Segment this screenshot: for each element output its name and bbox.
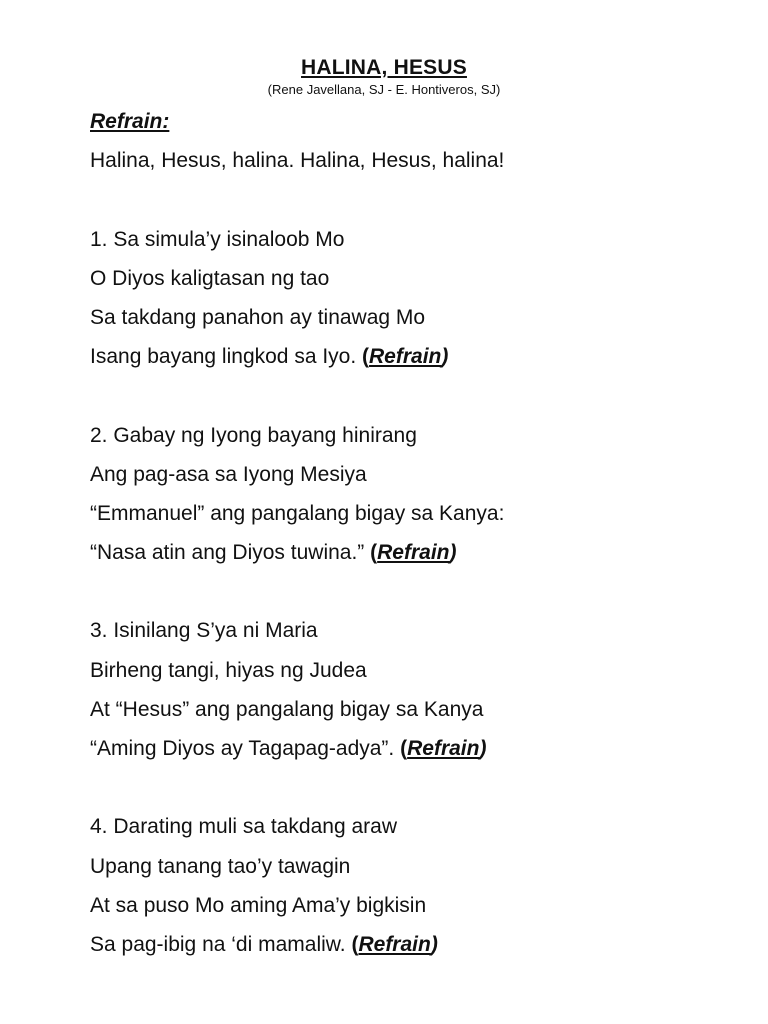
- song-credit: (Rene Javellana, SJ - E. Hontiveros, SJ): [267, 82, 501, 97]
- refrain-text: Halina, Hesus, halina. Halina, Hesus, halina!: [90, 149, 505, 173]
- refrain-marker-open: (: [370, 541, 378, 565]
- verse-line: 4. Darating muli sa takdang araw: [90, 815, 397, 839]
- verse-line: Birheng tangi, hiyas ng Judea: [90, 658, 367, 682]
- verse-1: [90, 225, 740, 382]
- refrain-marker-word: Refrain: [358, 932, 431, 956]
- refrain-heading: Refrain:: [90, 110, 170, 133]
- verse-line: 1. Sa simula’y isinaloob Mo: [90, 227, 345, 251]
- verse-line-text: “Nasa atin ang Diyos tuwina.”: [90, 541, 371, 565]
- stanza-spacer: [90, 577, 740, 616]
- verse-line-text: “Aming Diyos ay Tagapag-adya”.: [90, 737, 401, 760]
- refrain-marker-open: (: [362, 345, 370, 369]
- verse-line: O Diyos kaligtasan ng tao: [90, 266, 330, 290]
- verse-line: 3. Isinilang S’ya ni Maria: [90, 619, 318, 643]
- stanza-spacer: [90, 381, 740, 420]
- verse-4: [90, 812, 740, 969]
- refrain-marker-close: ): [479, 737, 487, 760]
- verse-line-with-refrain-marker: [90, 538, 740, 577]
- refrain-marker-close: ): [449, 541, 457, 565]
- verse-line: 2. Gabay ng Iyong bayang hinirang: [90, 423, 417, 447]
- refrain-marker-close: ): [441, 345, 449, 369]
- refrain-heading-line: [90, 107, 740, 146]
- verse-line: Upang tanang tao’y tawagin: [90, 854, 351, 878]
- refrain-marker-word: Refrain: [369, 345, 442, 369]
- song-title: HALINA, HESUS: [301, 56, 467, 79]
- stanza-spacer: [90, 773, 740, 812]
- verse-line-with-refrain-marker: [90, 734, 740, 773]
- verse-line-text: Isang bayang lingkod sa Iyo.: [90, 345, 363, 369]
- refrain-marker-word: Refrain: [377, 541, 450, 565]
- verse-line: Sa takdang panahon ay tinawag Mo: [90, 305, 426, 329]
- verse-3: [90, 616, 740, 773]
- verse-2: [90, 421, 740, 578]
- verse-line: “Emmanuel” ang pangalang bigay sa Kanya:: [90, 501, 505, 525]
- verse-line: Ang pag-asa sa Iyong Mesiya: [90, 462, 367, 486]
- verse-line: At “Hesus” ang pangalang bigay sa Kanya: [90, 697, 484, 721]
- refrain-marker-open: (: [400, 737, 408, 760]
- verse-line-with-refrain-marker: [90, 342, 740, 381]
- refrain-marker-close: ): [430, 932, 438, 956]
- verse-line-with-refrain-marker: [90, 930, 740, 969]
- refrain-marker-word: Refrain: [407, 737, 480, 760]
- verse-line: At sa puso Mo aming Ama’y bigkisin: [90, 893, 427, 917]
- refrain-marker-open: (: [351, 932, 359, 956]
- verse-line-text: Sa pag-ibig na ‘di mamaliw.: [90, 932, 352, 956]
- lyrics-body: [90, 107, 740, 969]
- stanza-spacer: [90, 185, 740, 224]
